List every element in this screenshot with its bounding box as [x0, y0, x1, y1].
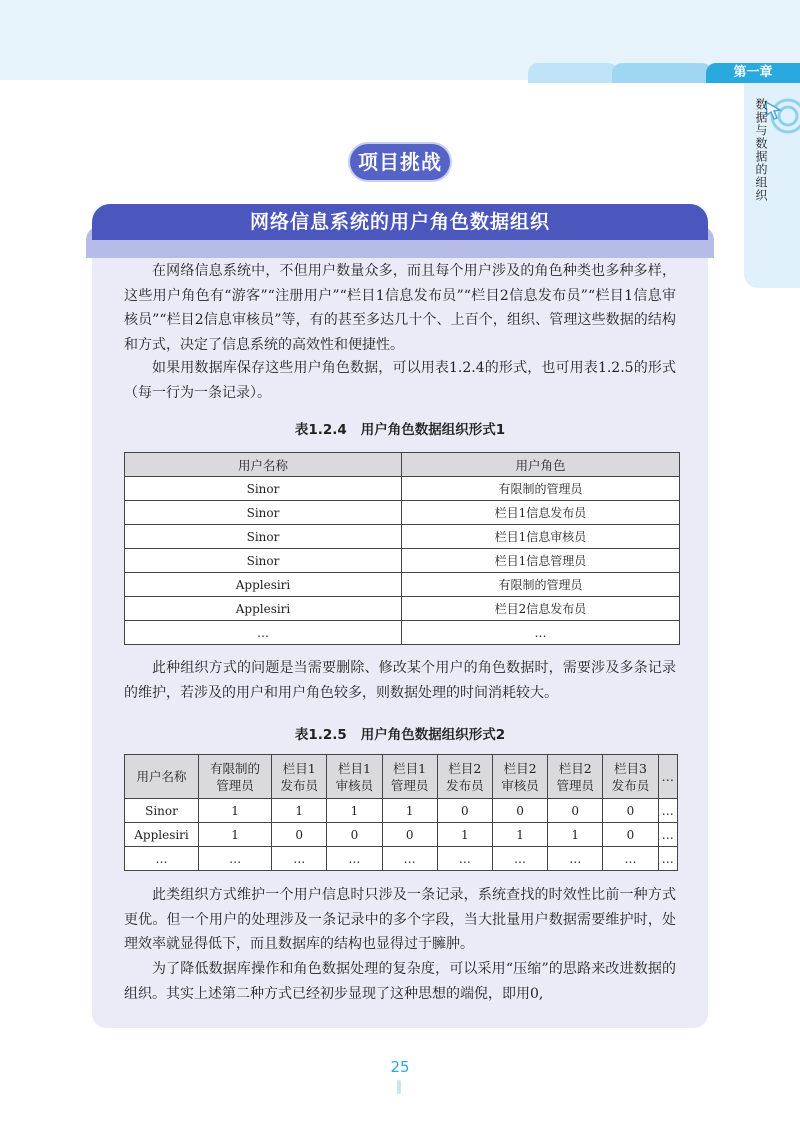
table-cell: … [437, 847, 492, 871]
page-number: 25 [390, 1058, 410, 1076]
role-table-1 [124, 452, 680, 645]
table-header-cell [199, 755, 272, 799]
table-number: 表1.2.5 [294, 727, 347, 743]
table-cell: 有限制的管理员 [402, 573, 680, 597]
table-cell: … [658, 799, 677, 823]
table-cell: … [199, 847, 272, 871]
table-cell: Sinor [125, 799, 199, 823]
paragraph: 为了降低数据库操作和角色数据处理的复杂度，可以采用“压缩”的思路来改进数据的组织。其实上述第二种方式已经初步显现了这种思想的端倪，即用0, [124, 961, 676, 1002]
header-line: … [661, 769, 675, 784]
table-cell: … [125, 621, 402, 645]
header-line: 发布员 [446, 777, 484, 793]
table-header-cell [125, 755, 199, 799]
header-line: 发布员 [611, 777, 650, 793]
table-cell: 1 [272, 799, 327, 823]
header-line: 栏目2 [448, 760, 482, 776]
table-cell: 1 [382, 799, 437, 823]
table-cell: 0 [603, 799, 658, 823]
table-cell: … [492, 847, 547, 871]
table-row [125, 621, 680, 645]
header-line: 管理员 [556, 777, 594, 793]
table-cell: 0 [327, 823, 382, 847]
section-title: 网络信息系统的用户角色数据组织 [92, 204, 708, 240]
table-header-cell [327, 755, 382, 799]
header-line: 栏目2 [558, 760, 592, 776]
table-cell: 1 [492, 823, 547, 847]
paragraph: 如果用数据库保存这些用户角色数据，可以用表1.2.4的形式，也可用表1.2.5的形式（每一行为一条记录）。 [124, 360, 676, 401]
table-cell: 0 [272, 823, 327, 847]
paragraph: 此种组织方式的问题是当需要删除、修改某个用户的角色数据时，需要涉及多条记录的维护，若涉及的用户和用户角色较多，则数据处理的时间消耗较大。 [124, 660, 676, 701]
table-cell: Sinor [125, 501, 402, 525]
table-row [125, 597, 680, 621]
table-cell: 栏目1信息发布员 [402, 501, 680, 525]
table-title: 用户角色数据组织形式1 [360, 422, 506, 438]
table-cell: … [603, 847, 658, 871]
table-caption [124, 418, 676, 438]
paragraph: 在网络信息系统中，不但用户数量众多，而且每个用户涉及的角色种类也多种多样，这些用户角色有“游客”“注册用户”“栏目1信息发布员”“栏目2信息发布员”“栏目1信息审核员”“栏目2信息审核员”等，有的甚至多达几十个、上百个，组织、管理这些数据的结构和方式，决定了信息系统的高效性和便捷性。 [124, 263, 676, 353]
table-cell: 0 [492, 799, 547, 823]
table-cell: Applesiri [125, 597, 402, 621]
table-cell: 0 [548, 799, 603, 823]
header-line: 审核员 [335, 777, 374, 793]
table-header-cell [492, 755, 547, 799]
header-line: 管理员 [216, 777, 254, 793]
table-header-cell [437, 755, 492, 799]
table-cell: 1 [199, 799, 272, 823]
table-row [125, 549, 680, 573]
table-header-cell [382, 755, 437, 799]
table-row [125, 525, 680, 549]
chapter-label: 第一章 [706, 63, 800, 83]
header-line: 发布员 [280, 777, 318, 793]
table-cell: 栏目2信息发布员 [402, 597, 680, 621]
table-row [125, 799, 678, 823]
table-cell: … [402, 621, 680, 645]
side-chapter-title: 数据与数据的组织 [754, 98, 768, 202]
table-header-cell [272, 755, 327, 799]
table-cell: 栏目1信息审核员 [402, 525, 680, 549]
table-header-cell: 用户角色 [402, 453, 680, 477]
table-cell: Sinor [125, 549, 402, 573]
table-title: 用户角色数据组织形式2 [360, 727, 506, 743]
table-cell: … [658, 823, 677, 847]
page-number-tick [397, 1080, 401, 1094]
table-cell: Applesiri [125, 573, 402, 597]
table-cell: … [125, 847, 199, 871]
table-cell: … [327, 847, 382, 871]
header-line: 有限制的 [210, 760, 261, 776]
table-cell: … [548, 847, 603, 871]
table-cell: Sinor [125, 525, 402, 549]
table-cell: 栏目1信息管理员 [402, 549, 680, 573]
table-cell: Applesiri [125, 823, 199, 847]
table-cell: … [658, 847, 677, 871]
header-line: 审核员 [501, 777, 539, 793]
table-cell: 1 [437, 823, 492, 847]
table-cell: 0 [603, 823, 658, 847]
table-row [125, 823, 678, 847]
section-pill: 项目挑战 [350, 144, 450, 180]
table-header-cell [548, 755, 603, 799]
header-line: 栏目2 [503, 760, 537, 776]
role-table-2 [124, 754, 678, 871]
table-header-cell: 用户名称 [125, 453, 402, 477]
header-line: 用户名称 [136, 769, 187, 784]
table-cell: 0 [382, 823, 437, 847]
table-cell: … [272, 847, 327, 871]
table-header-cell [603, 755, 658, 799]
table-caption [124, 723, 676, 743]
table-header-row [125, 453, 680, 477]
paragraph: 此类组织方式维护一个用户信息时只涉及一条记录，系统查找的时效性比前一种方式更优。但一个用户的处理涉及一条记录中的多个字段，当大批量用户数据需要维护时，处理效率就显得低下，而且数据库的结构也显得过于臃肿。 [124, 887, 676, 952]
table-row [125, 847, 678, 871]
table-cell: Sinor [125, 477, 402, 501]
table-row [125, 501, 680, 525]
table-row [125, 573, 680, 597]
table-cell: … [382, 847, 437, 871]
header-line: 栏目1 [282, 760, 316, 776]
table-header-cell [658, 755, 677, 799]
header-tab-decor-1 [528, 63, 618, 83]
header-line: 管理员 [390, 777, 429, 793]
header-tab-decor-2 [612, 63, 712, 83]
table-header-row [125, 755, 678, 799]
header-line: 栏目1 [337, 760, 371, 776]
table-cell: 有限制的管理员 [402, 477, 680, 501]
table-number: 表1.2.4 [294, 422, 347, 438]
table-cell: 0 [437, 799, 492, 823]
table-row [125, 477, 680, 501]
table-cell: 1 [548, 823, 603, 847]
header-line: 栏目1 [393, 760, 427, 776]
table-cell: 1 [199, 823, 272, 847]
table-cell: 1 [327, 799, 382, 823]
header-line: 栏目3 [613, 760, 647, 776]
